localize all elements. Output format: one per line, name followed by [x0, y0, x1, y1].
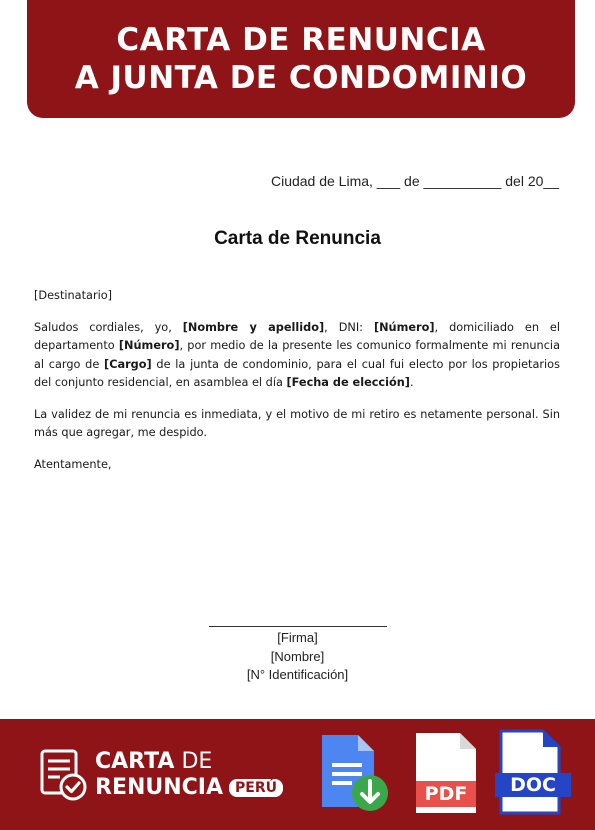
peru-badge: PERÚ	[229, 779, 283, 797]
signature-firma: [Firma]	[277, 630, 318, 645]
letter-paragraph-2: La validez de mi renuncia es inmediata, y el motivo de mi retiro es netamente personal. Sin más que agregar, me despido.	[34, 407, 560, 439]
banner-title-line-1: CARTA DE RENUNCIA	[116, 22, 486, 58]
pdf-file-icon[interactable]	[414, 731, 478, 815]
placeholder-dni: [Número]	[373, 320, 435, 334]
letter-title: Carta de Renuncia	[214, 228, 381, 249]
letter-paragraph-1: Saludos cordiales, yo, [Nombre y apellido], DNI: [Número], domiciliado en el departamento [Número], por medio de la presente les comunico formalmente mi renuncia al cargo de [Cargo] de la junta de condominio, para el cual fui electo por los propietarios del conjunto residencial, en asamblea el día [Fecha de elección].	[34, 320, 561, 389]
signature-nombre: [Nombre]	[270, 648, 325, 664]
header-banner	[27, 0, 575, 118]
placeholder-position: [Cargo]	[104, 357, 152, 371]
document-check-icon	[40, 749, 88, 803]
signature-block	[0, 613, 595, 685]
signature-identificacion: [N° Identificación]	[246, 667, 349, 682]
letter-body	[34, 287, 560, 487]
signature-line	[209, 613, 387, 627]
doc-label: DOC	[510, 774, 556, 796]
doc-file-icon[interactable]	[495, 729, 573, 815]
placeholder-name: [Nombre y apellido]	[182, 320, 325, 334]
placeholder-apartment: [Número]	[118, 339, 180, 352]
letter-recipient: [Destinatario]	[34, 289, 113, 302]
letter-date-line: Ciudad de Lima, ___ de __________ del 20__	[270, 173, 559, 189]
footer-bar	[0, 719, 595, 830]
pdf-label: PDF	[424, 783, 468, 805]
banner-title-line-2: A JUNTA DE CONDOMINIO	[74, 60, 528, 96]
brand-logo[interactable]	[40, 747, 290, 807]
placeholder-election-date: [Fecha de elección]	[286, 376, 410, 389]
brand-wordmark: CARTA DE RENUNCIA PERÚ	[95, 749, 283, 801]
google-docs-download-icon[interactable]	[318, 731, 394, 815]
letter-closing: Atentamente,	[34, 457, 112, 471]
